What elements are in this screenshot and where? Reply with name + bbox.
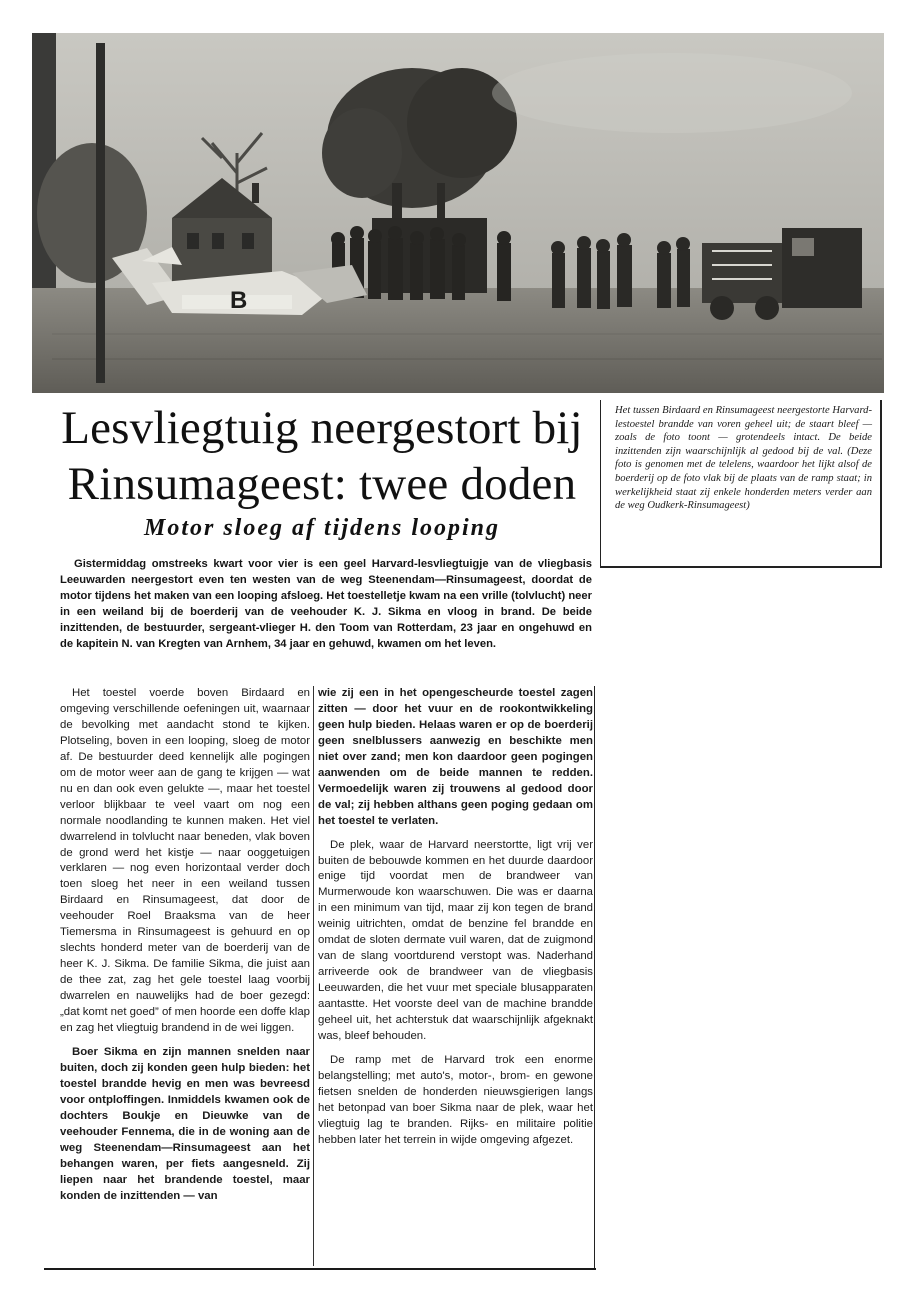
column-divider xyxy=(313,686,314,1266)
body-paragraph: Het toestel voerde boven Birdaard en omgeving verschillende oefeningen uit, waarnaar de bevolking met aandacht stond te kijken. Plotseling, boven in een looping, sloeg de motor af. De bestuurder deed kennelijk alle pogingen om de motor weer aan de gang te krijgen — wat nu en dan ook even gelukte —, maar het toestel verloor blijkbaar te veel vaart om nog een normale noodlanding te kunnen maken. Het viel dwarrelend in tolvlucht naar beneden, vlak boven de grond werd het kistje — naar ooggetuigen verklaren — nog even horizontaal verder doch toen sloeg het neer in een weiland tussen Birdaard en Rinsumageest, dat door de veehouder Roel Braaksma van de heer Tiemersma in Rinsumageest is gehuurd en op slechts honderd meter van de boerderij van de heer K. J. Sikma. De familie Sikma, die juist aan de thee zat, zag het gele toestel laag voorbij dwarrelen en nauwelijks had de boer gezegd: „dat komt net goed” of men hoorde een doffe klap en zag het vliegtuig brandend in de wei liggen. xyxy=(60,687,310,1035)
headline-line-1: Lesvliegtuig neergestort bij xyxy=(61,402,583,454)
body-paragraph: Boer Sikma en zijn mannen snelden naar buiten, doch zij konden geen hulp bieden: het toestel brandde hevig en men was bevreesd voor ontploffingen. Inmiddels kwamen ook de dochters Boukje en Dieuwke van de veehouder Fennema, die in de woning aan de weg Steenendam—Rinsumageest aan het behangen waren, per fiets aangesneld. Zij liepen naar het brandende toestel, maar konden de inzittenden — van xyxy=(60,1045,310,1202)
crash-site-photo-image xyxy=(32,33,884,393)
lead-paragraph: Gistermiddag omstreeks kwart voor vier is een geel Harvard-lesvliegtuigje van de vliegbasis Leeuwarden neergestort even ten westen van de weg Steenendam—Rinsumageest, doordat de motor tijdens het maken van een looping afsloeg. Het toestelletje kwam na een vrille (tolvlucht) neer in een weiland bij de boerderij van de veehouder K. J. Sikma en vloog in brand. De beide inzittenden, de bestuurder, sergeant-vlieger H. den Toom van Rotterdam, 23 jaar en ongehuwd en de kapitein N. van Kregten van Arnhem, 34 jaar en gehuwd, kwamen om het leven. xyxy=(60,558,592,651)
bottom-rule xyxy=(44,1268,596,1270)
article-column-right xyxy=(318,686,593,1157)
subheadline: Motor sloeg af tijdens looping xyxy=(143,515,501,541)
body-paragraph: wie zij een in het opengescheurde toestel zagen zitten — door het vuur en de rookontwikkeling geen hulp bieden. Helaas waren er op de boerderij geen snelblussers aanwezig en beschikte men niet over zand; men kon daardoor geen pogingen aanwenden om de beide mannen te redden. Vermoedelijk waren zij trouwens al gedood door de val; zij hebben althans geen poging gedaan om het toestel te verlaten. xyxy=(318,687,593,827)
crash-site-photo xyxy=(32,33,884,393)
photo-caption: Het tussen Birdaard en Rinsumageest neergestorte Harvard-lestoestel brandde van voren geheel uit; de staart bleef — zoals de foto toont — grotendeels intact. De beide inzittenden zijn waarschijnlijk al gedood bij de val. (Deze foto is genomen met de telelens, waardoor het lijkt alsof de boerderij op de foto vlak bij de plaats van de ramp staat; in werkelijkheid staat zij enkele honderden meters verder aan de weg Oudkerk-Rinsumageest) xyxy=(615,405,872,512)
body-paragraph: De ramp met de Harvard trok een enorme belangstelling; met auto's, motor-, brom- en gewone fietsen snelden de honderden nieuwsgierigen langs het betonpad van boer Sikma naar de plek, waar het vliegtuig lag te branden. Rijks- en militaire politie hebben later het terrein in wijde omgeving afgezet. xyxy=(318,1053,593,1146)
photo-caption-box xyxy=(600,400,882,568)
column-edge-rule xyxy=(594,686,595,1270)
aircraft-marking: B xyxy=(230,287,248,314)
article-column-left xyxy=(60,686,310,1213)
body-paragraph: De plek, waar de Harvard neerstortte, ligt vrij ver buiten de bebouwde kommen en het duurde daardoor enige tijd voordat men de brandweer van Murmerwoude kon waarschuwen. Die was er daarna in een minimum van tijd, maar zij kon tegen de brand weinig uitrichten, omdat de benzine fel brandde en omdat de sloten dermate vuil waren, dat de zuigmond van de slang voortdurend verstopt was. Naderhand arriveerde ook de brandweer van de vliegbasis Leeuwarden, die het vuur met speciale blusapparaten aantastte. Het voorste deel van de machine brandde geheel uit, het achterstuk dat waarschijnlijk afgeknakt was, bleef behouden. xyxy=(318,838,593,1043)
headline xyxy=(52,400,592,512)
headline-line-2: Rinsumageest: twee doden xyxy=(67,458,577,510)
